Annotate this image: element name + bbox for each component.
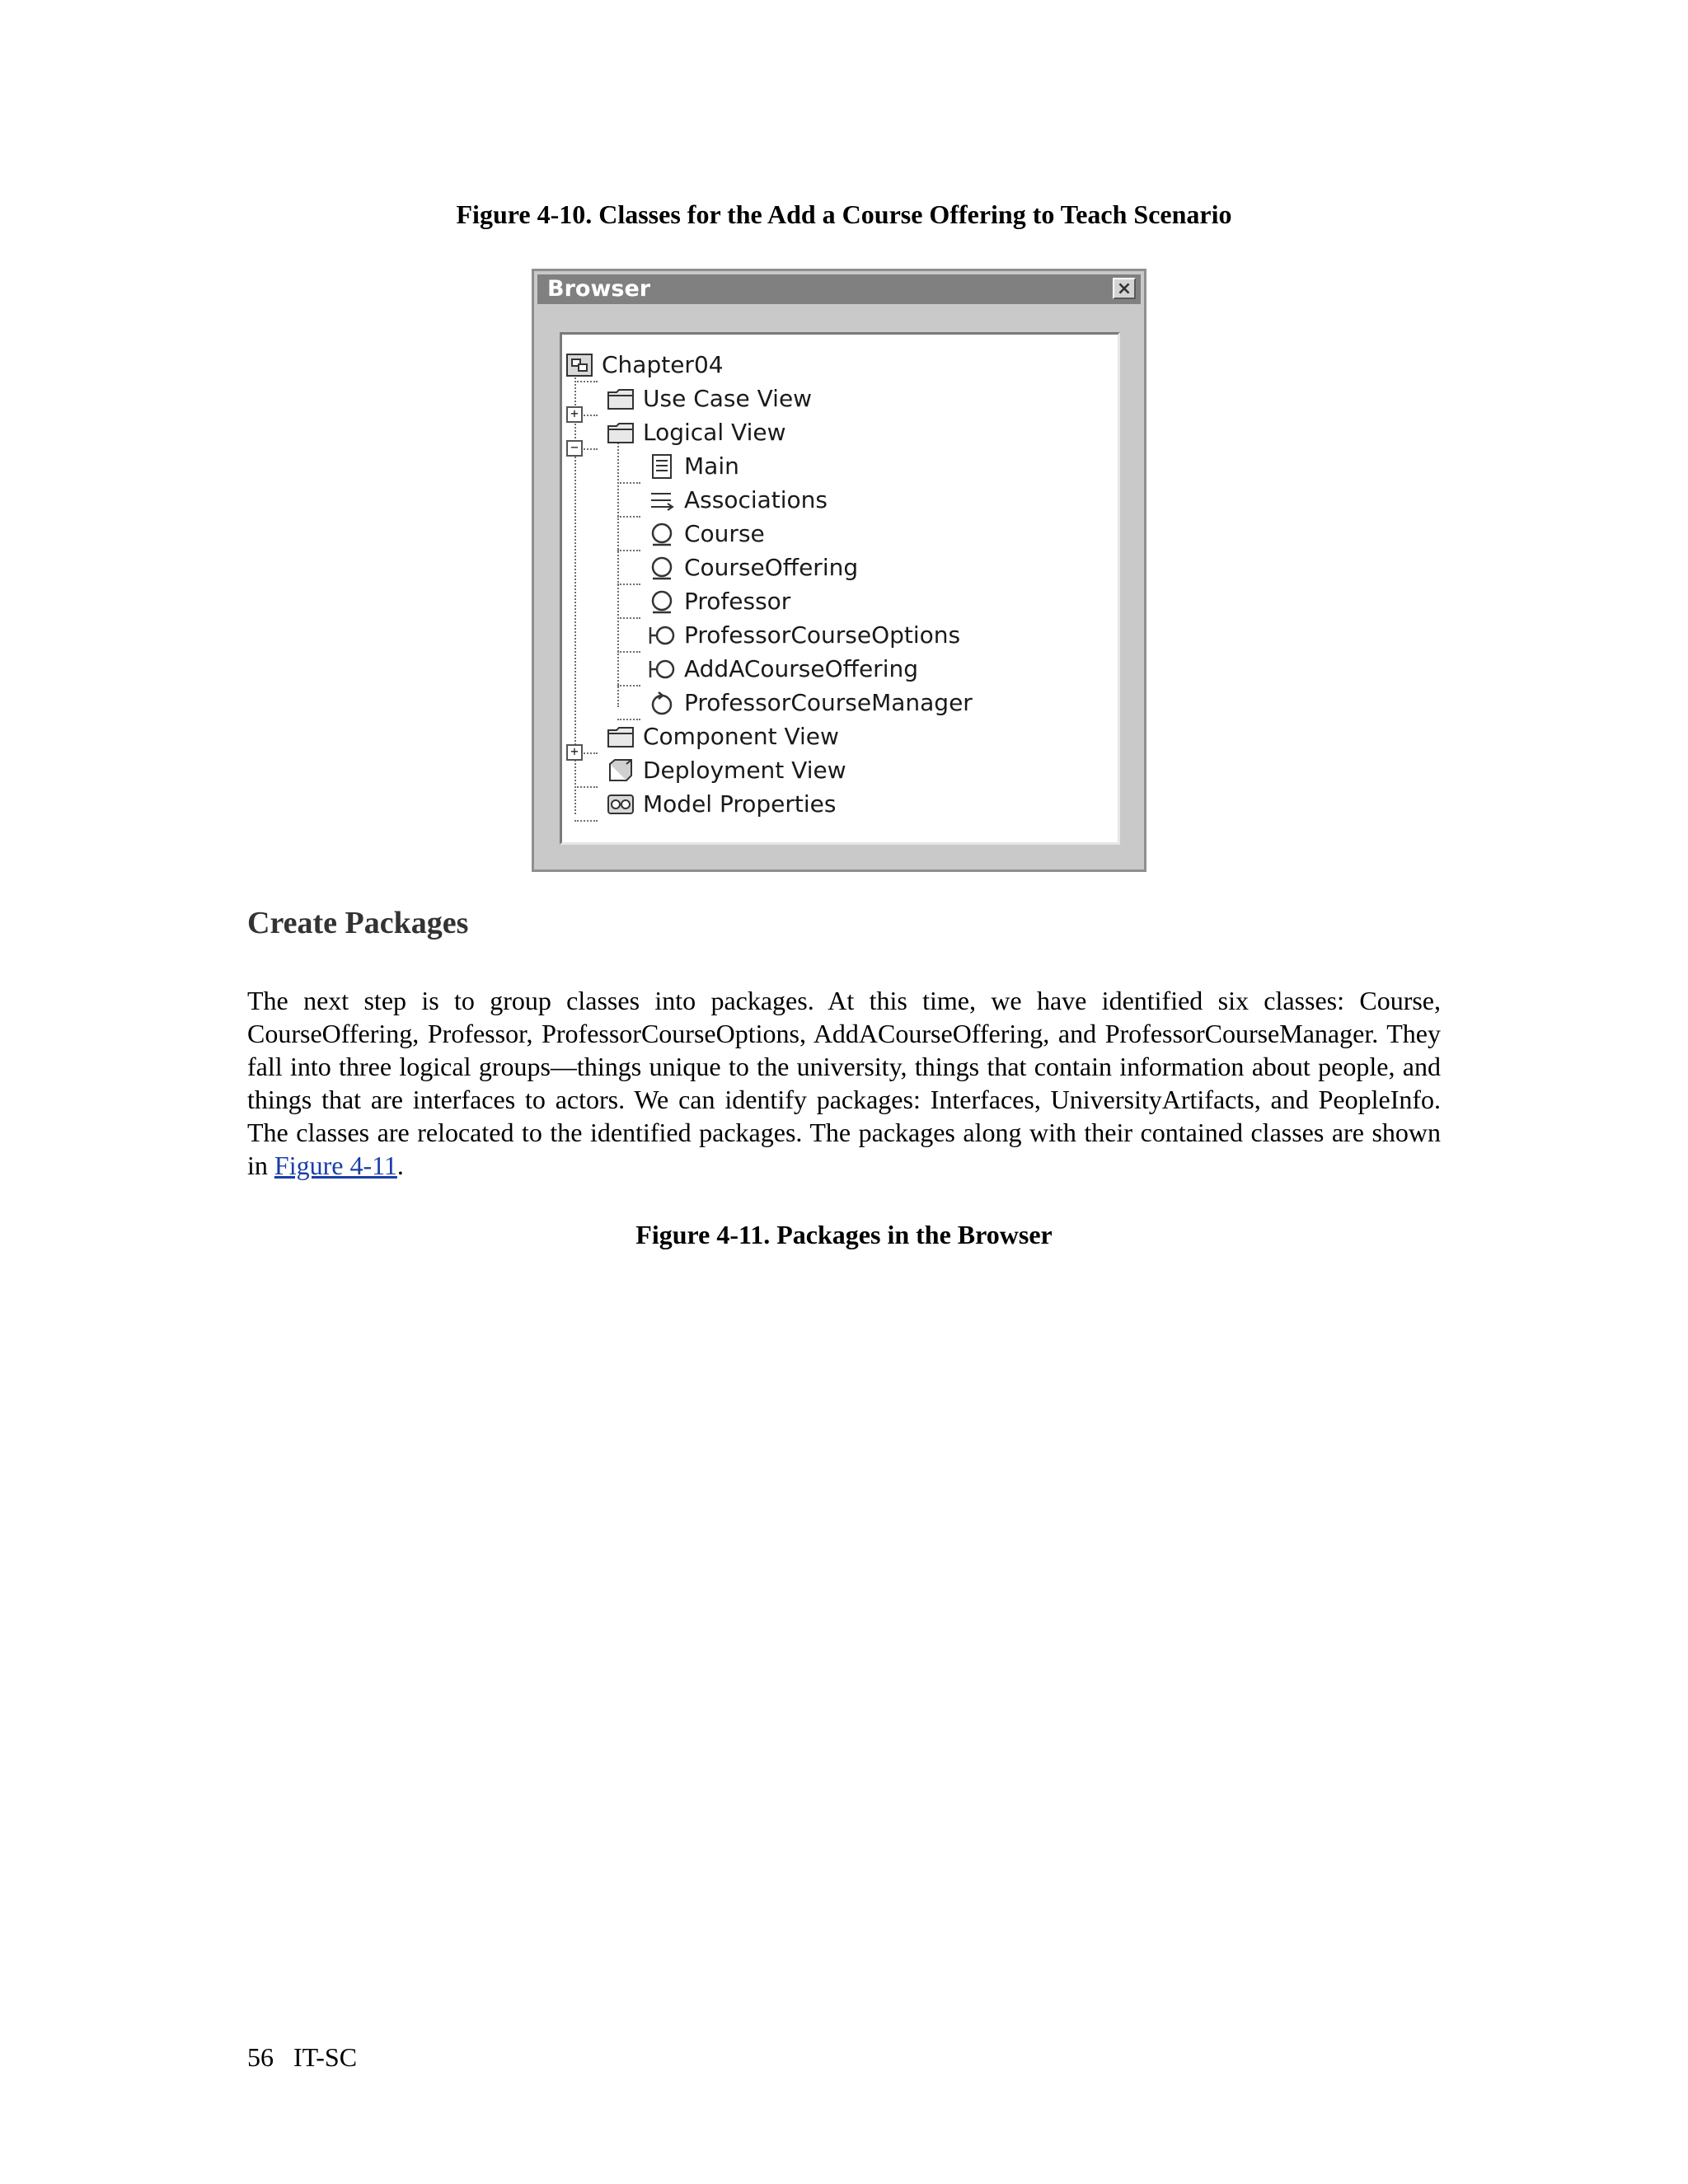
close-button[interactable]: × (1113, 278, 1136, 299)
tree-connector (574, 786, 598, 788)
expand-toggle-use-case-view[interactable]: + (566, 406, 583, 423)
expand-toggle-component-view[interactable]: + (566, 744, 583, 761)
tree-connector (617, 685, 640, 687)
tree-connector (574, 820, 598, 822)
tree-connector (617, 482, 640, 484)
tree-item-professorcoursemanager[interactable]: ProfessorCourseManager (648, 686, 973, 719)
entity-class-icon (648, 588, 676, 615)
tree-view[interactable] (560, 332, 1120, 845)
deployment-icon (607, 757, 635, 784)
tree-connector (617, 583, 640, 585)
folder-icon (607, 724, 635, 750)
browser-title: Browser (547, 276, 651, 302)
body-paragraph (247, 984, 1441, 1182)
tree-item-course[interactable]: Course (648, 517, 765, 550)
tree-item-model-properties[interactable]: Model Properties (607, 787, 836, 820)
figure-caption: Figure 4-10. Classes for the Add a Course Offering to Teach Scenario (456, 199, 1232, 229)
figure-4-11-link[interactable]: Figure 4-11 (274, 1151, 397, 1180)
tree-connector (617, 516, 640, 518)
figure-caption: Figure 4-11. Packages in the Browser (635, 1220, 1053, 1249)
tree-connector (617, 550, 640, 551)
boundary-class-icon (648, 622, 676, 649)
tree-connector (617, 617, 640, 619)
section-heading: Create Packages (247, 906, 469, 940)
control-class-icon (648, 690, 676, 716)
entity-class-icon (648, 521, 676, 547)
tree-connector (617, 430, 619, 707)
tree-connector (574, 381, 598, 382)
properties-icon (607, 791, 635, 818)
page-number: 56 (247, 2042, 274, 2072)
folder-icon (607, 419, 635, 446)
tree-item-chapter04[interactable]: Chapter04 (565, 348, 724, 381)
paragraph-end: . (396, 1151, 404, 1180)
entity-class-icon (648, 555, 676, 581)
page-footer (247, 2042, 357, 2073)
tree-item-professorcourseoptions[interactable]: ProfessorCourseOptions (648, 618, 960, 651)
tree-connector (617, 651, 640, 653)
footer-source: IT-SC (293, 2042, 358, 2072)
tree-item-main[interactable]: Main (648, 449, 739, 482)
tree-item-component-view[interactable]: Component View (607, 719, 839, 752)
tree-item-logical-view[interactable]: Logical View (607, 415, 785, 448)
tree-item-associations[interactable]: Associations (648, 483, 828, 516)
tree-item-courseoffering[interactable]: CourseOffering (648, 551, 858, 583)
browser-window (532, 269, 1146, 872)
tree-item-use-case-view[interactable]: Use Case View (607, 382, 812, 415)
tree-item-addacourseoffering[interactable]: AddACourseOffering (648, 652, 918, 685)
browser-titlebar[interactable] (537, 274, 1141, 304)
tree-item-professor[interactable]: Professor (648, 584, 790, 617)
associations-icon (648, 487, 676, 513)
folder-icon (607, 386, 635, 412)
class-diagram-icon (648, 453, 676, 480)
paragraph-text: The next step is to group classes into packages. At this time, we have identified six classes: Course, CourseOffering, Professor, ProfessorCourseOptions, AddACourseOffering, and ProfessorCourseManager. They fall into three logical groups—things unique to the university, things that contain information about people, and things that are interfaces to actors. We can identify packages: Interfaces, UniversityArtifacts, and PeopleInfo. The classes are relocated to the identified packages. The packages along with their contained classes are shown in (247, 986, 1441, 1180)
tree-item-deployment-view[interactable]: Deployment View (607, 753, 846, 786)
collapse-toggle-logical-view[interactable]: − (566, 440, 583, 457)
boundary-class-icon (648, 656, 676, 682)
model-icon (565, 352, 593, 378)
